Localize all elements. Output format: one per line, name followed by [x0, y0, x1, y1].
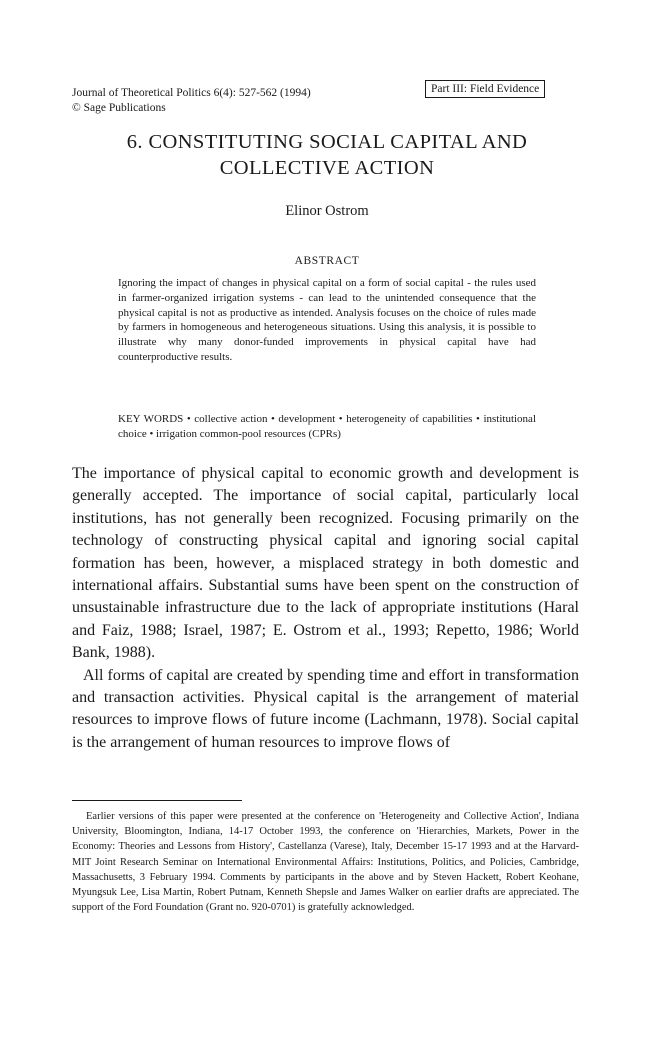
- footnote: Earlier versions of this paper were presented at the conference on 'Heterogeneity and Collective Action', Indiana University, Bloomington, Indiana, 14-17 October 1993, the conference on 'Hierarchies, Markets, Power in the Economy: Theories and Lessons from History', Castellanza (Varese), Italy, December 15-17 1993 and at the Harvard-MIT Joint Research Seminar on International Environmental Affairs: Institutions, Politics, and Policies, Cambridge, Massachusetts, 3 February 1994. Comments by participants in the above and by Steven Hackett, Robert Keohane, Myungsuk Lee, Lisa Martin, Robert Putnam, Kenneth Shepsle and James Walker on earlier drafts are appreciated. The support of the Ford Foundation (Grant no. 920-0701) is gratefully acknowledged.: [72, 811, 579, 914]
- body-text: [72, 463, 579, 754]
- abstract-text: [118, 276, 536, 365]
- abstract-heading: ABSTRACT: [294, 255, 360, 267]
- footnote-rule: [72, 800, 242, 801]
- article-title: [72, 129, 582, 181]
- title-line-2: COLLECTIVE ACTION: [219, 157, 435, 179]
- author-name: Elinor Ostrom: [285, 203, 369, 219]
- body-paragraph-2: All forms of capital are created by spending time and effort in transformation and transaction activities. Physical capital is the arrangement of material resources to improve flows of future income (Lachmann, 1978). Social capital is the arrangement of human resources to improve flows of: [72, 666, 579, 751]
- body-paragraph-1: The importance of physical capital to economic growth and development is generally accepted. The importance of social capital, particularly local institutions, has not generally been recognized. Focusing primarily on the technology of constructing physical capital and ignoring social capital formation has been, however, a misplaced strategy in both domestic and international affairs. Substantial sums have been spent on the construction of unsustainable infrastructure due to the lack of appropriate institutions (Haral and Faiz, 1988; Israel, 1987; E. Ostrom et al., 1993; Repetto, 1986; World Bank, 1988).: [72, 465, 579, 662]
- copyright-line: © Sage Publications: [72, 102, 166, 114]
- journal-citation: [72, 86, 311, 116]
- keywords: KEY WORDS • collective action • development • heterogeneity of capabilities • institutional choice • irrigation common-pool resources (CPRs): [118, 413, 536, 440]
- abstract-paragraph: Ignoring the impact of changes in physical capital on a form of social capital - the rules used in farmer-organized irrigation systems - can lead to the unintended consequence that the physical capital is not as productive as intended. Analysis focuses on the choice of rules made by farmers in homogeneous and heterogeneous situations. Using this analysis, it is possible to illustrate why many donor-funded improvements in physical capital have had counterproductive results.: [118, 277, 536, 363]
- title-line-1: 6. CONSTITUTING SOCIAL CAPITAL AND: [126, 131, 528, 153]
- part-label-box: Part III: Field Evidence: [425, 80, 545, 98]
- journal-line: Journal of Theoretical Politics 6(4): 527-562 (1994): [72, 87, 311, 99]
